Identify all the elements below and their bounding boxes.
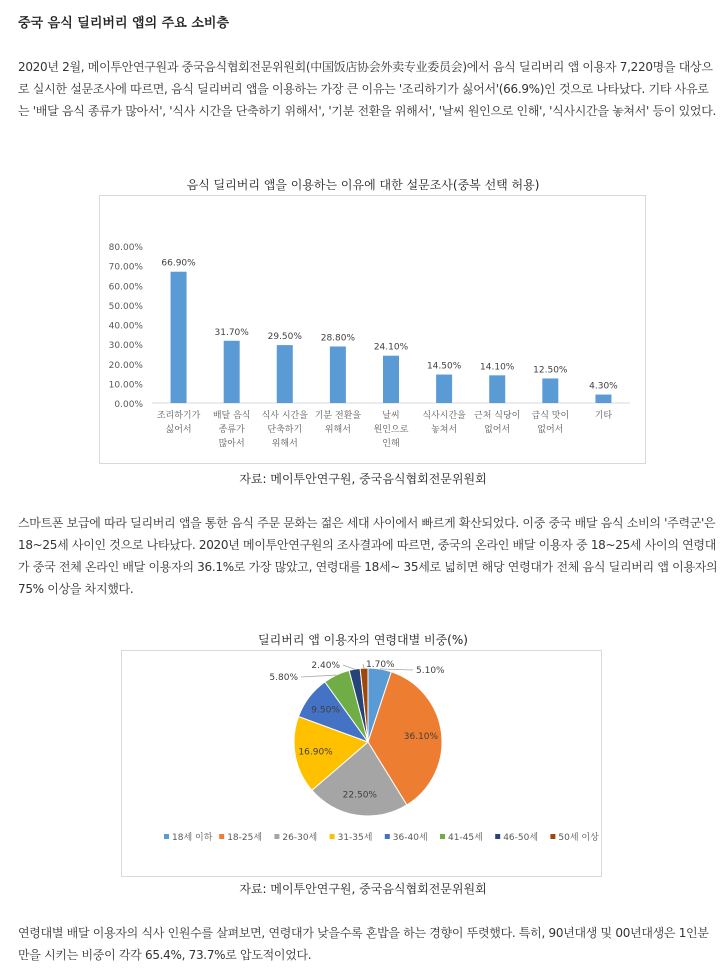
x-category-label: 단축하기 <box>267 425 303 435</box>
y-tick-label: 30.00% <box>108 341 143 352</box>
bar <box>436 375 452 403</box>
x-category-label: 원인으로 <box>373 425 409 435</box>
slice-value-label: 1.70% <box>366 660 395 670</box>
leader-line <box>363 664 364 668</box>
y-tick-label: 0.00% <box>114 400 143 410</box>
y-tick-label: 40.00% <box>108 321 143 332</box>
legend-label: 50세 이상 <box>558 833 599 843</box>
legend-label: 31-35세 <box>337 833 373 843</box>
y-tick-label: 80.00% <box>108 243 143 253</box>
y-tick-label: 20.00% <box>108 360 143 371</box>
legend-swatch <box>550 834 555 839</box>
bar <box>277 345 293 403</box>
dining-paragraph: 연령대별 배달 이용자의 식사 인원수를 살펴보면, 연령대가 낮을수록 혼밥을 하는 경향이 뚜렷했다. 특히, 90년대생 및 00년대생은 1인분만을 시키는 비중이 각각 65.4%, 73.7%로 압도적이었다. <box>18 926 709 962</box>
bar <box>330 346 346 403</box>
bar-value-label: 28.80% <box>320 333 356 344</box>
bar-value-label: 24.10% <box>373 342 409 353</box>
pie-chart <box>122 651 601 876</box>
slice-value-label: 5.10% <box>416 666 445 676</box>
intro-paragraph: 2020년 2월, 메이투안연구원과 중국음식협회전문위원회(中国饭店协会外卖专业委员会)에서 음식 딜리버리 앱 이용자 7,220명을 대상으로 실시한 설문조사에 따르면, 음식 딜리버리 앱을 이용하는 가장 큰 이유는 '조리하기가 싫어서'(66.9%)인 것으로 나타났다. 기타 사유로는 '배달 음식 종류가 많아서', '식사 시간을 단축하기 위해서', '기분 전환을 위해서', '날씨 원인으로 인해', '식사시간을 놓쳐서' 등이 있었다. <box>18 60 717 118</box>
legend-swatch <box>385 834 390 839</box>
article-heading: 중국 음식 딜리버리 앱의 주요 소비층 <box>18 16 229 31</box>
bar-chart-title: 음식 딜리버리 앱을 이용하는 이유에 대한 설문조사(중복 선택 허용) <box>186 178 540 192</box>
legend-swatch <box>495 834 500 839</box>
bar-value-label: 29.50% <box>267 332 302 343</box>
bar-value-label: 66.90% <box>161 258 196 269</box>
leader-line <box>301 675 336 677</box>
legend-swatch <box>330 834 335 839</box>
bar-chart <box>100 196 645 463</box>
bar <box>542 378 558 403</box>
legend-swatch <box>219 834 224 839</box>
x-category-label: 종류가 <box>218 425 245 435</box>
bar-value-label: 12.50% <box>533 365 568 376</box>
x-category-label: 근처 식당이 <box>474 411 521 421</box>
legend-label: 18-25세 <box>227 833 263 843</box>
x-category-label: 위해서 <box>324 425 351 435</box>
bar <box>595 395 611 403</box>
bar-value-label: 14.50% <box>426 361 462 372</box>
x-category-label: 기타 <box>594 411 613 421</box>
slice-value-label: 22.50% <box>342 790 377 801</box>
pie-chart-title: 딜리버리 앱 이용자의 연령대별 비중(%) <box>258 633 468 647</box>
x-category-label: 기분 전환을 <box>314 411 362 421</box>
y-tick-label: 70.00% <box>108 262 143 273</box>
x-category-label: 위해서 <box>271 439 298 449</box>
bar-value-label: 31.70% <box>214 327 249 338</box>
bar <box>171 272 187 403</box>
pie-chart-frame <box>121 650 602 877</box>
bar-value-label: 4.30% <box>589 381 618 392</box>
y-tick-label: 10.00% <box>108 380 143 391</box>
x-category-label: 급식 맛이 <box>531 411 570 421</box>
legend-label: 18세 이하 <box>172 833 213 843</box>
legend-label: 46-50세 <box>503 833 539 843</box>
legend-label: 26-30세 <box>282 833 318 843</box>
x-category-label: 싫어서 <box>165 425 192 435</box>
bar-value-label: 14.10% <box>480 362 515 373</box>
slice-value-label: 5.80% <box>269 673 298 683</box>
bar <box>383 356 399 403</box>
leader-line <box>343 665 355 669</box>
x-category-label: 배달 음식 <box>212 411 251 421</box>
legend-label: 36-40세 <box>392 833 428 843</box>
slice-value-label: 36.10% <box>403 731 439 742</box>
bar <box>489 375 505 403</box>
x-category-label: 식사 시간을 <box>261 411 308 421</box>
bar-chart-frame <box>99 195 646 464</box>
pie-chart-source: 자료: 메이투안연구원, 중국음식협회전문위원회 <box>239 882 487 896</box>
x-category-label: 조리하기가 <box>156 411 201 421</box>
x-category-label: 날씨 <box>382 411 400 421</box>
x-category-label: 인해 <box>382 439 400 449</box>
slice-value-label: 16.90% <box>298 747 333 758</box>
legend-swatch <box>164 834 169 839</box>
bar <box>224 341 240 403</box>
slice-value-label: 9.50% <box>311 705 340 716</box>
y-tick-label: 60.00% <box>108 282 143 293</box>
x-category-label: 식사시간을 <box>422 411 466 421</box>
x-category-label: 많아서 <box>218 439 245 449</box>
legend-swatch <box>274 834 279 839</box>
y-tick-label: 50.00% <box>108 301 143 312</box>
legend-label: 41-45세 <box>448 833 483 843</box>
age-paragraph: 스마트폰 보급에 따라 딜리버리 앱을 통한 음식 주문 문화는 젊은 세대 사이에서 빠르게 확산되었다. 이중 중국 배달 음식 소비의 '주력군'은 18~25세 사이인 것으로 나타났다. 2020년 메이투안연구원의 조사결과에 따르면, 중국의 온라인 배달 이용자 중 18~25세 사이의 연령대가 중국 전체 온라인 배달 이용자의 36.1%로 가장 많았고, 연령대를 18세~ 35세로 넓히면 해당 연령대가 전체 음식 딜리버리 앱 이용자의 75% 이상을 차지했다. <box>18 516 718 596</box>
bar-chart-source: 자료: 메이투안연구원, 중국음식협회전문위원회 <box>239 472 487 486</box>
x-category-label: 없어서 <box>484 425 511 435</box>
x-category-label: 놓쳐서 <box>431 425 458 435</box>
slice-value-label: 2.40% <box>311 661 340 671</box>
x-category-label: 없어서 <box>537 425 564 435</box>
legend-swatch <box>440 834 445 839</box>
